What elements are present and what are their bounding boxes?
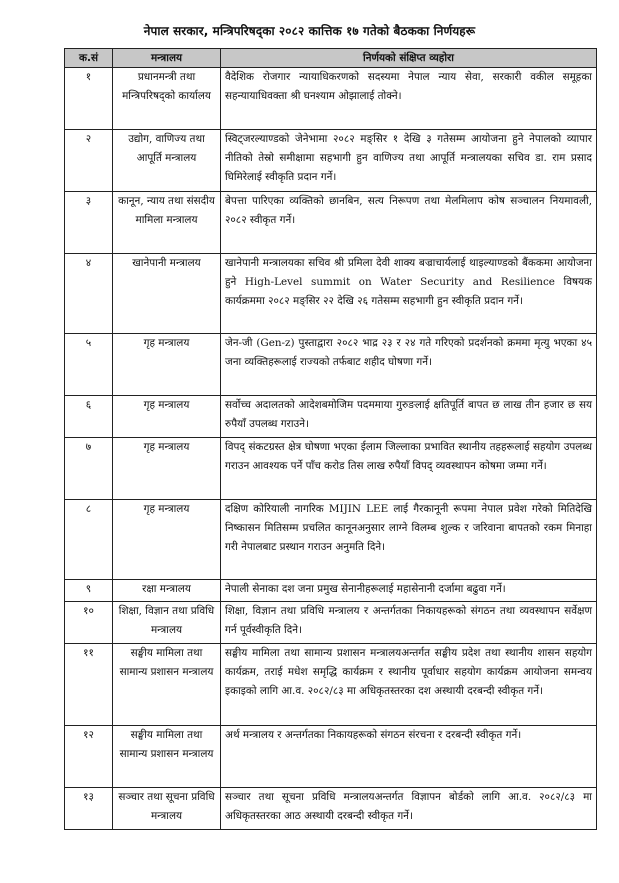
row-sn: ९: [65, 580, 113, 602]
table-row: [65, 726, 597, 788]
row-sn: १: [65, 68, 113, 130]
row-ministry: सङ्घीय मामिला तथा सामान्य प्रशासन मन्त्रालय: [113, 726, 221, 788]
row-decision: सञ्चार तथा सूचना प्रविधि मन्त्रालयअन्तर्गत विज्ञापन बोर्डको लागि आ.व. २०८२/८३ मा अधिकृतस्तरका आठ अस्थायी दरबन्दी स्वीकृत गर्ने।: [221, 788, 597, 830]
row-sn: ७: [65, 438, 113, 500]
row-decision: सङ्घीय मामिला तथा सामान्य प्रशासन मन्त्रालयअन्तर्गत सङ्घीय प्रदेश तथा स्थानीय शासन सहयोग कार्यक्रम, तराई मधेश समृद्धि कार्यक्रम र स्थानीय पूर्वाधार सहयोग कार्यक्रम आयोजना समन्वय इकाइको लागि आ.व. २०८२/८३ मा अधिकृतस्तरका दश अस्थायी दरबन्दी स्वीकृत गर्ने।: [221, 644, 597, 726]
table-row: [65, 396, 597, 438]
table-row: [65, 130, 597, 192]
row-sn: १२: [65, 726, 113, 788]
decisions-table: [64, 48, 597, 830]
row-sn: ४: [65, 254, 113, 334]
column-header-ministry: मन्त्रालय: [113, 49, 221, 68]
table-row: [65, 644, 597, 726]
table-header-row: [65, 49, 597, 68]
row-sn: १०: [65, 602, 113, 644]
table-row: [65, 334, 597, 396]
table-row: [65, 602, 597, 644]
row-decision: सर्वोच्च अदालतको आदेशबमोजिम पदममाया गुरुङलाई क्षतिपूर्ति बापत छ लाख तीन हजार छ सय रुपैयाँ उपलब्ध गराउने।: [221, 396, 597, 438]
row-decision: नेपाली सेनाका दश जना प्रमुख सेनानीहरूलाई महासेनानी दर्जामा बढुवा गर्ने।: [221, 580, 597, 602]
row-ministry: खानेपानी मन्त्रालय: [113, 254, 221, 334]
row-ministry: कानून, न्याय तथा संसदीय मामिला मन्त्रालय: [113, 192, 221, 254]
table-row: [65, 254, 597, 334]
row-ministry: गृह मन्त्रालय: [113, 334, 221, 396]
table-row: [65, 192, 597, 254]
row-decision: बेपत्ता पारिएका व्यक्तिको छानबिन, सत्य निरूपण तथा मेलमिलाप कोष सञ्चालन नियमावली, २०८२ स्वीकृत गर्ने।: [221, 192, 597, 254]
table-row: [65, 438, 597, 500]
row-ministry: सञ्चार तथा सूचना प्रविधि मन्त्रालय: [113, 788, 221, 830]
row-sn: ५: [65, 334, 113, 396]
row-ministry: प्रधानमन्त्री तथा मन्त्रिपरिषद्को कार्यालय: [113, 68, 221, 130]
table-row: [65, 68, 597, 130]
row-decision: विपद् संकटग्रस्त क्षेत्र घोषणा भएका ईलाम जिल्लाका प्रभावित स्थानीय तहहरूलाई सहयोग उपलब्ध गराउन आवश्यक पर्ने पाँच करोड तिस लाख रुपैयाँ विपद् व्यवस्थापन कोषमा जम्मा गर्ने।: [221, 438, 597, 500]
column-header-sn: क.सं: [65, 49, 113, 68]
row-decision: अर्थ मन्त्रालय र अन्तर्गतका निकायहरूको संगठन संरचना र दरबन्दी स्वीकृत गर्ने।: [221, 726, 597, 788]
row-ministry: गृह मन्त्रालय: [113, 438, 221, 500]
row-decision: दक्षिण कोरियाली नागरिक MIJIN LEE लाई गैरकानूनी रूपमा नेपाल प्रवेश गरेको मितिदेखि निष्कासन मितिसम्म प्रचलित कानूनअनुसार लाग्ने विलम्ब शुल्क र जरिवाना बापतको रकम मिनाहा गरी नेपालबाट प्रस्थान गराउन अनुमति दिने।: [221, 500, 597, 580]
row-decision: स्विट्जरल्याण्डको जेनेभामा २०८२ मङ्सिर १ देखि ३ गतेसम्म आयोजना हुने नेपालको व्यापार नीतिको तेस्रो समीक्षामा सहभागी हुन वाणिज्य तथा आपूर्ति मन्त्रालयका सचिव डा. राम प्रसाद घिमिरेलाई स्वीकृति प्रदान गर्ने।: [221, 130, 597, 192]
table-row: [65, 788, 597, 830]
row-ministry: उद्योग, वाणिज्य तथा आपूर्ति मन्त्रालय: [113, 130, 221, 192]
table-row: [65, 500, 597, 580]
row-ministry: रक्षा मन्त्रालय: [113, 580, 221, 602]
row-decision: शिक्षा, विज्ञान तथा प्रविधि मन्त्रालय र अन्तर्गतका निकायहरूको संगठन तथा व्यवस्थापन सर्वेक्षण गर्न पूर्वस्वीकृति दिने।: [221, 602, 597, 644]
row-ministry: गृह मन्त्रालय: [113, 500, 221, 580]
page-title: नेपाल सरकार, मन्त्रिपरिषद्का २०८२ कात्तिक १७ गतेको बैठकका निर्णयहरू: [143, 24, 476, 38]
row-decision: जेन-जी (Gen-z) पुस्ताद्वारा २०८२ भाद्र २३ र २४ गते गरिएको प्रदर्शनको क्रममा मृत्यु भएका ४५ जना व्यक्तिहरूलाई राज्यको तर्फबाट शहीद घोषणा गर्ने।: [221, 334, 597, 396]
row-sn: ८: [65, 500, 113, 580]
row-sn: ३: [65, 192, 113, 254]
row-sn: ६: [65, 396, 113, 438]
column-header-decision: निर्णयको संक्षिप्त व्यहोरा: [221, 49, 597, 68]
row-sn: १३: [65, 788, 113, 830]
row-ministry: शिक्षा, विज्ञान तथा प्रविधि मन्त्रालय: [113, 602, 221, 644]
row-sn: २: [65, 130, 113, 192]
table-row: [65, 580, 597, 602]
row-ministry: सङ्घीय मामिला तथा सामान्य प्रशासन मन्त्रालय: [113, 644, 221, 726]
row-ministry: गृह मन्त्रालय: [113, 396, 221, 438]
row-sn: ११: [65, 644, 113, 726]
row-decision: वैदेशिक रोजगार न्यायाधिकरणको सदस्यमा नेपाल न्याय सेवा, सरकारी वकील समूहका सहन्यायाधिवक्ता श्री घनश्याम ओझालाई तोक्ने।: [221, 68, 597, 130]
row-decision: खानेपानी मन्त्रालयका सचिव श्री प्रमिला देवी शाक्य बज्राचार्यलाई थाइल्याण्डको बैंककमा आयोजना हुने High-Level summit on Water Security and Resilience विषयक कार्यक्रममा २०८२ मङ्सिर २२ देखि २६ गतेसम्म सहभागी हुन स्वीकृति प्रदान गर्ने।: [221, 254, 597, 334]
